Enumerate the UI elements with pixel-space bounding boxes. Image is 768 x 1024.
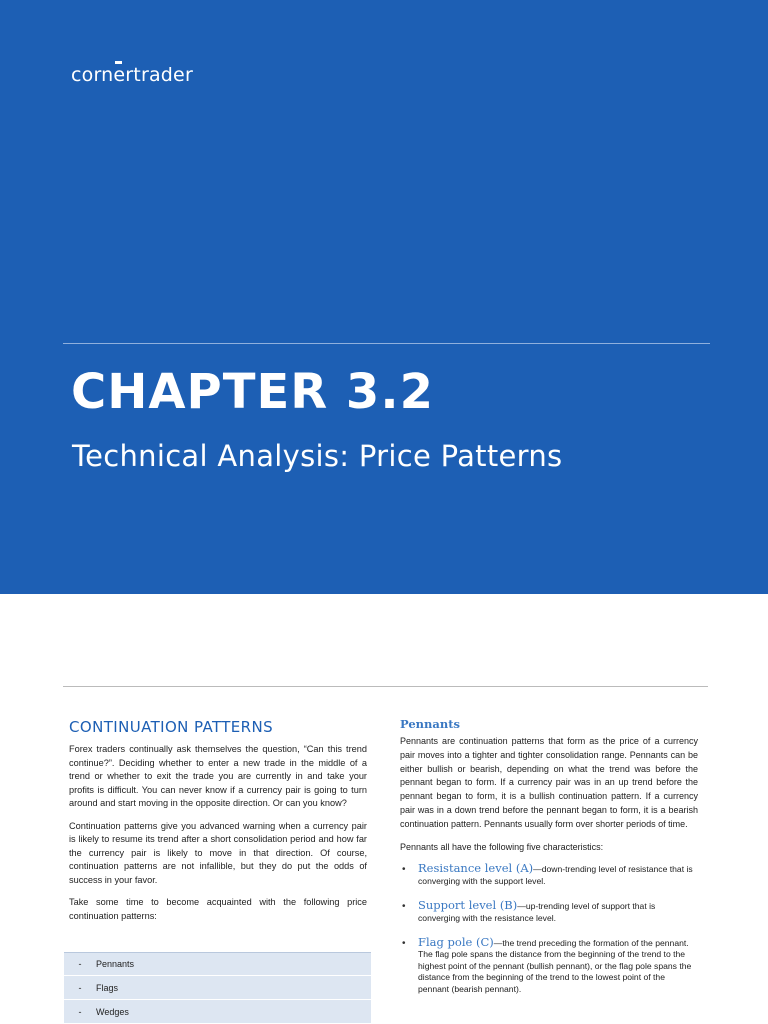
characteristics-list xyxy=(400,863,698,995)
intro-paragraph: Forex traders continually ask themselves the question, “Can this trend continue?”. Deciding whether to enter a new trade in the middle of a trend or whether to exit the trade you are currently in and take your profits is difficult. You can never know if a currency pair is going to turn around and start moving in the opposite direction. Or can you know? xyxy=(69,744,367,808)
cornertrader-logo: cornertrader xyxy=(71,64,193,86)
list-item xyxy=(400,937,698,995)
bullet-term: Flag pole (C) xyxy=(418,935,494,949)
row-dash: - xyxy=(78,1006,82,1017)
body-paragraph: Continuation patterns give you advanced warning when a currency pair is likely to resume its trend after a short consolidation period and how far the currency pair is likely to move in that direction. Of course, continuation patterns are not infallible, but they do put the odds of success in your favor. xyxy=(69,820,367,885)
list-item xyxy=(400,863,698,887)
patterns-table xyxy=(64,952,371,1024)
table-row xyxy=(64,976,371,999)
bullet-text: —down-trending level of resistance that is converging with the support level. xyxy=(418,864,693,886)
bullet-text: —up-trending level of support that is converging with the resistance level. xyxy=(418,901,656,923)
row-label: Wedges xyxy=(96,1006,129,1017)
row-dash: - xyxy=(78,959,82,969)
list-item xyxy=(400,900,698,924)
bullet-icon: • xyxy=(402,864,406,876)
left-column xyxy=(69,718,367,932)
row-dash: - xyxy=(78,982,82,993)
bullet-icon: • xyxy=(402,901,406,913)
pennants-heading: Pennants xyxy=(400,717,460,731)
table-row xyxy=(64,1000,371,1023)
row-label: Pennants xyxy=(96,959,135,969)
banner-divider xyxy=(63,343,710,344)
bullet-text: —the trend preceding the formation of the pennant. The flag pole spans the distance from the beginning of the trend to the highest point of the pennant (bullish pennant), or the flag pole spans the distance from the beginning of the trend to the lowest point of the pennant (bearish pennant). xyxy=(418,938,692,994)
bullet-icon: • xyxy=(402,938,406,949)
body-paragraph: Take some time to become acquainted with the following price continuation patterns: xyxy=(69,897,367,921)
characteristics-intro: Pennants all have the following five characteristics: xyxy=(400,841,604,852)
chapter-subtitle: Technical Analysis: Price Patterns xyxy=(72,439,563,473)
section-title: CONTINUATION PATTERNS xyxy=(69,718,274,736)
bullet-term: Resistance level (A) xyxy=(418,861,534,876)
right-column xyxy=(400,717,698,1008)
row-label: Flags xyxy=(96,982,119,993)
bullet-term: Support level (B) xyxy=(418,898,518,913)
table-row xyxy=(64,952,371,975)
content-divider xyxy=(63,686,708,687)
chapter-title: CHAPTER 3.2 xyxy=(71,364,434,420)
pennants-paragraph: Pennants are continuation patterns that form as the price of a currency pair moves into a tighter and tighter consolidation range. Pennants can be either bullish or bearish, depending on what the trend was before the pennant began to form. If a currency pair was in an up trend before the pennant began to form, it is a bullish continuation pattern. If a currency pair was in a down trend before the pennant began to form, it is a bearish continuation pattern. Pennants usually form over shorter periods of time. xyxy=(400,736,698,829)
